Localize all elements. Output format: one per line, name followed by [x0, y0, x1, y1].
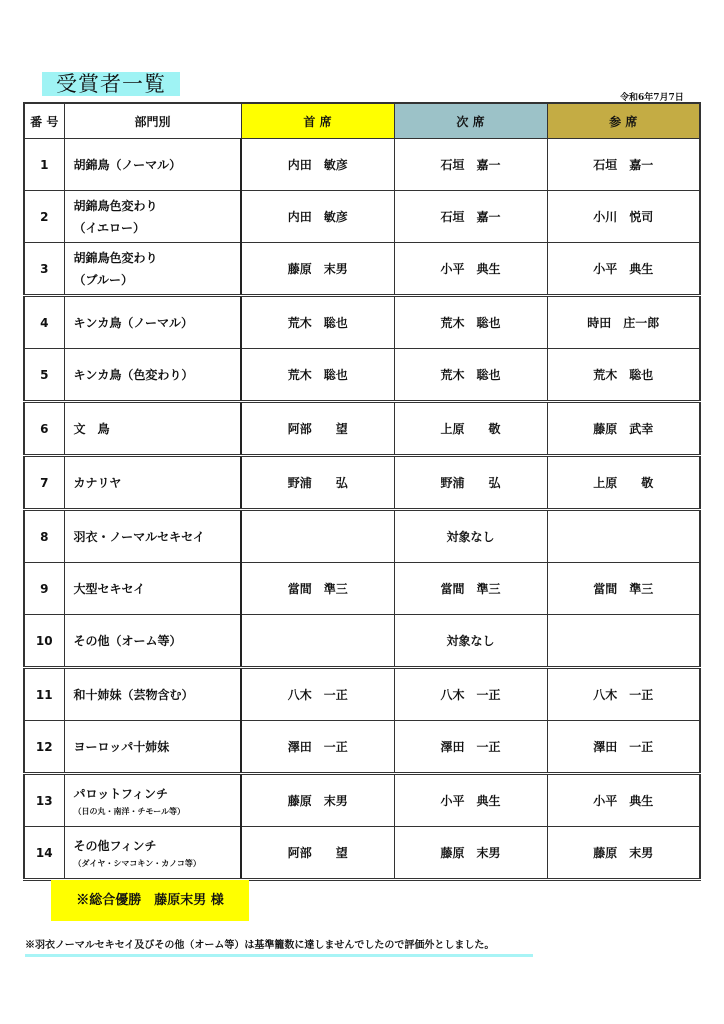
- row-category: 文 鳥: [64, 402, 241, 456]
- first-prize-winner: 野浦 弘: [241, 456, 394, 510]
- third-prize-winner: 八木 一正: [547, 668, 700, 721]
- third-prize-winner: 當間 準三: [547, 563, 700, 615]
- second-prize-winner: 小平 典生: [394, 774, 547, 827]
- row-number: 9: [24, 563, 64, 615]
- category-main: その他フィンチ: [73, 838, 157, 853]
- row-category: [64, 191, 241, 243]
- no-entry-label: 対象なし: [394, 615, 547, 668]
- second-prize-winner: 澤田 一正: [394, 721, 547, 774]
- table-row: [24, 191, 700, 243]
- row-number: 13: [24, 774, 64, 827]
- table-row: [24, 774, 700, 827]
- table-row: [24, 668, 700, 721]
- first-prize-winner: 藤原 末男: [241, 243, 394, 296]
- table-row: [24, 721, 700, 774]
- third-prize-winner: 小平 典生: [547, 243, 700, 296]
- row-category: カナリヤ: [64, 456, 241, 510]
- row-category: 羽衣・ノーマルセキセイ: [64, 510, 241, 563]
- row-category: [64, 774, 241, 827]
- header-third-prize: 参 席: [547, 103, 700, 139]
- first-prize-winner: 内田 敏彦: [241, 191, 394, 243]
- awards-table: [23, 102, 701, 881]
- third-prize-winner: 時田 庄一郎: [547, 296, 700, 349]
- footnote: ※羽衣ノーマルセキセイ及びその他（オーム等）は基準籠数に達しませんでしたので評価外としました。: [25, 936, 533, 957]
- row-category: 胡錦鳥（ノーマル）: [64, 139, 241, 191]
- category-main: パロットフィンチ: [73, 786, 168, 801]
- table-row: [24, 563, 700, 615]
- table-row: [24, 456, 700, 510]
- second-prize-winner: 荒木 聡也: [394, 349, 547, 402]
- third-prize-winner: 澤田 一正: [547, 721, 700, 774]
- category-sub: （日の丸・南洋・チモール等）: [73, 806, 186, 816]
- row-number: 12: [24, 721, 64, 774]
- row-category: [64, 243, 241, 296]
- table-row: [24, 296, 700, 349]
- third-prize-winner: 小平 典生: [547, 774, 700, 827]
- first-prize-winner: 當間 準三: [241, 563, 394, 615]
- second-prize-winner: 藤原 末男: [394, 827, 547, 880]
- first-prize-winner: [241, 615, 394, 668]
- first-prize-winner: 藤原 末男: [241, 774, 394, 827]
- table-row: [24, 349, 700, 402]
- third-prize-winner: [547, 510, 700, 563]
- first-prize-winner: 八木 一正: [241, 668, 394, 721]
- second-prize-winner: 石垣 嘉一: [394, 191, 547, 243]
- second-prize-winner: 野浦 弘: [394, 456, 547, 510]
- row-number: 14: [24, 827, 64, 880]
- row-number: 6: [24, 402, 64, 456]
- row-number: 7: [24, 456, 64, 510]
- second-prize-winner: 石垣 嘉一: [394, 139, 547, 191]
- table-row: [24, 402, 700, 456]
- row-number: 2: [24, 191, 64, 243]
- row-category: キンカ鳥（ノーマル）: [64, 296, 241, 349]
- first-prize-winner: 荒木 聡也: [241, 349, 394, 402]
- row-category: ヨーロッパ十姉妹: [64, 721, 241, 774]
- second-prize-winner: 八木 一正: [394, 668, 547, 721]
- category-sub: （ダイヤ・シマコキン・カノコ等）: [73, 858, 201, 868]
- page-title: 受賞者一覧: [42, 72, 180, 96]
- second-prize-winner: 上原 敬: [394, 402, 547, 456]
- header-second-prize: 次 席: [394, 103, 547, 139]
- category-line2: （イエロー）: [73, 220, 146, 235]
- table-row: [24, 243, 700, 296]
- row-number: 11: [24, 668, 64, 721]
- row-category: [64, 827, 241, 880]
- first-prize-winner: 阿部 望: [241, 402, 394, 456]
- table-row: [24, 615, 700, 668]
- row-number: 3: [24, 243, 64, 296]
- second-prize-winner: 小平 典生: [394, 243, 547, 296]
- date-label: 令和6年7月7日: [620, 93, 684, 103]
- category-line2: （ブルー）: [73, 272, 134, 287]
- category-line1: 胡錦鳥色変わり: [73, 250, 158, 265]
- row-number: 1: [24, 139, 64, 191]
- third-prize-winner: 小川 悦司: [547, 191, 700, 243]
- row-category: その他（オーム等）: [64, 615, 241, 668]
- row-category: 和十姉妹（芸物含む）: [64, 668, 241, 721]
- first-prize-winner: 荒木 聡也: [241, 296, 394, 349]
- first-prize-winner: 阿部 望: [241, 827, 394, 880]
- table-header-row: [24, 103, 700, 139]
- header-number: 番 号: [24, 103, 64, 139]
- row-category: 大型セキセイ: [64, 563, 241, 615]
- row-number: 4: [24, 296, 64, 349]
- category-line1: 胡錦鳥色変わり: [73, 198, 158, 213]
- row-number: 10: [24, 615, 64, 668]
- third-prize-winner: 藤原 末男: [547, 827, 700, 880]
- overall-winner-banner: ※総合優勝 藤原末男 様: [51, 880, 249, 921]
- third-prize-winner: [547, 615, 700, 668]
- second-prize-winner: 當間 準三: [394, 563, 547, 615]
- table-row: [24, 510, 700, 563]
- second-prize-winner: 荒木 聡也: [394, 296, 547, 349]
- third-prize-winner: 藤原 武幸: [547, 402, 700, 456]
- header-first-prize: 首 席: [241, 103, 394, 139]
- table-row: [24, 139, 700, 191]
- row-number: 5: [24, 349, 64, 402]
- first-prize-winner: [241, 510, 394, 563]
- third-prize-winner: 荒木 聡也: [547, 349, 700, 402]
- third-prize-winner: 石垣 嘉一: [547, 139, 700, 191]
- header-category: 部門別: [64, 103, 241, 139]
- row-category: キンカ鳥（色変わり）: [64, 349, 241, 402]
- row-number: 8: [24, 510, 64, 563]
- first-prize-winner: 澤田 一正: [241, 721, 394, 774]
- no-entry-label: 対象なし: [394, 510, 547, 563]
- table-row: [24, 827, 700, 880]
- first-prize-winner: 内田 敏彦: [241, 139, 394, 191]
- third-prize-winner: 上原 敬: [547, 456, 700, 510]
